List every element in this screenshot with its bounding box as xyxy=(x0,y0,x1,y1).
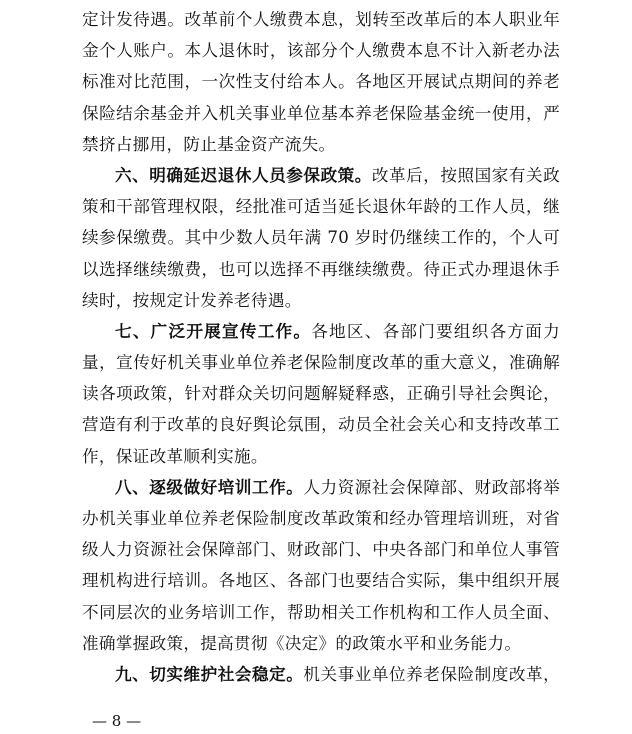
section-8-heading: 八、逐级做好培训工作。 xyxy=(115,476,304,497)
section-9-heading: 九、切实维护社会稳定。 xyxy=(115,663,304,684)
text-line: 禁挤占挪用，防止基金资产流失。 xyxy=(82,134,336,154)
text-line: 准确掌握政策，提高贯彻《决定》的政策水平和业务能力。 xyxy=(82,633,522,653)
text-line: 办机关事业单位养老保险制度改革政策和经办管理培训班，对省 xyxy=(82,509,560,528)
section-9-first-line-text: 机关事业单位养老保险制度改革， xyxy=(303,664,561,684)
text-line: 策和干部管理权限，经批准可适当延长退休年龄的工作人员，继 xyxy=(82,197,560,217)
section-6-first-line-text: 改革后，按照国家有关政 xyxy=(371,165,560,185)
section-9-first-line xyxy=(82,659,560,690)
text-line: 以选择继续缴费，也可以选择不再继续缴费。待正式办理退休手 xyxy=(82,259,560,279)
text-line: 理机构进行培训。各地区、各部门也要结合实际，集中组织开展 xyxy=(82,571,560,591)
text-line: 续时，按规定计发养老待遇。 xyxy=(82,290,302,310)
page-number: — 8 — xyxy=(92,712,142,730)
text-line: 作，保证改革顺利实施。 xyxy=(82,446,268,466)
section-6-heading: 六、明确延迟退休人员参保政策。 xyxy=(115,164,372,185)
section-7-first-line xyxy=(82,316,560,347)
section-7-heading: 七、广泛开展宣传工作。 xyxy=(115,320,312,341)
section-7-first-line-text: 各地区、各部门要组织各方面力 xyxy=(311,321,560,341)
text-line: 不同层次的业务培训工作，帮助相关工作机构和工作人员全面、 xyxy=(82,602,560,622)
section-6-first-line xyxy=(82,160,560,191)
text-line: 标准对比范围，一次性支付给本人。各地区开展试点期间的养老 xyxy=(82,72,560,92)
document-body xyxy=(82,4,560,690)
section-8-first-line xyxy=(82,472,560,503)
text-line: 保险结余基金并入机关事业单位基本养老保险基金统一使用，严 xyxy=(82,103,560,123)
text-line: 读各项政策，针对群众关切问题解疑释惑，正确引导社会舆论， xyxy=(82,384,560,404)
text-line: 级人力资源社会保障部门、财政部门、中央各部门和单位人事管 xyxy=(82,540,560,560)
text-line: 营造有利于改革的良好舆论氛围，动员全社会关心和支持改革工 xyxy=(82,415,560,435)
text-line: 定计发待遇。改革前个人缴费本息，划转至改革后的本人职业年 xyxy=(82,10,560,29)
text-line: 续参保缴费。其中少数人员年满 70 岁时仍继续工作的，个人可 xyxy=(82,228,560,248)
section-8-first-line-text: 人力资源社会保障部、财政部将举 xyxy=(303,477,561,497)
text-line: 金个人账户。本人退休时，该部分个人缴费本息不计入新老办法 xyxy=(82,41,560,61)
text-line: 量，宣传好机关事业单位养老保险制度改革的重大意义，准确解 xyxy=(82,353,560,373)
